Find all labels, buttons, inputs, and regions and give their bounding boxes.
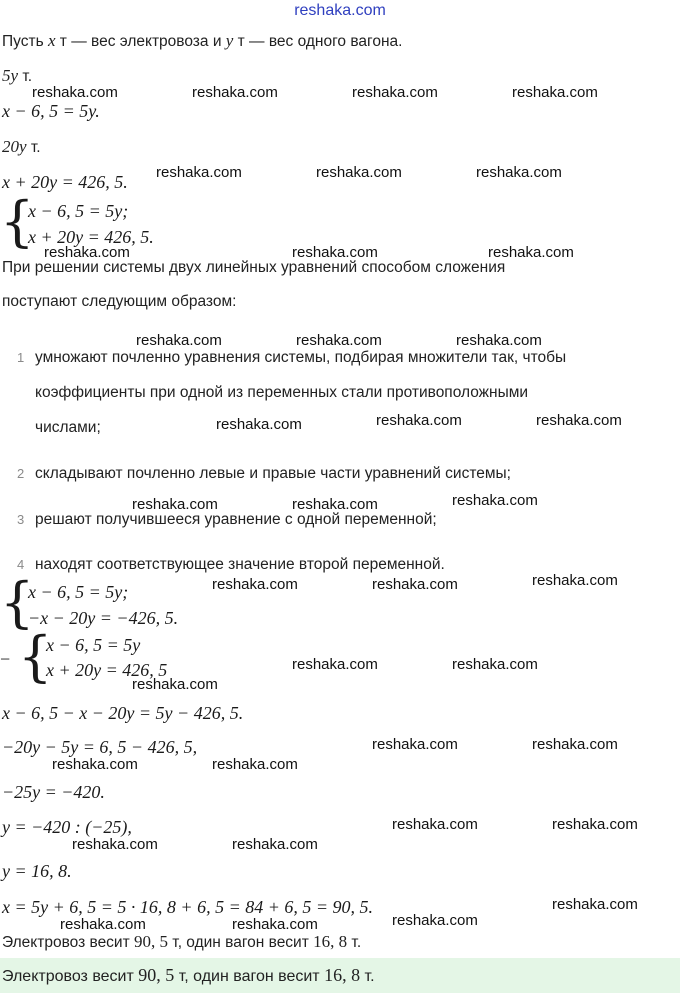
step-2-line-1: складывают почленно левые и правые части уравнений системы; [35,465,511,482]
system-brace-3: { [18,625,53,688]
equation-2: x + 20y = 426, 5. [2,172,128,192]
method-text-2: поступают следующим образом: [2,293,237,310]
equation-1: x − 6, 5 = 5y. [2,101,100,121]
watermark: reshaka.com [452,492,538,509]
answer-text: Электровоз весит 90, 5 т, один вагон весит 16, 8 т. [2,965,375,985]
intro-line: Пусть x т — вес электровоза и y т — вес одного вагона. [2,31,403,50]
watermark: reshaka.com [372,736,458,753]
watermark: reshaka.com [452,656,538,673]
calc-line-5: y = 16, 8. [2,861,72,881]
answer-box [0,958,680,993]
watermark: reshaka.com [136,332,222,349]
system-brace-1: { [0,190,35,253]
line-5y: 5y т. [2,66,33,85]
watermark: reshaka.com [192,84,278,101]
watermark: reshaka.com [292,244,378,261]
watermark: reshaka.com [292,656,378,673]
watermark: reshaka.com [372,576,458,593]
watermark: reshaka.com [232,916,318,933]
var-x: x [47,31,56,50]
watermark: reshaka.com [44,244,130,261]
system2-eq2: −x − 20y = −426, 5. [28,608,179,628]
watermark: reshaka.com [132,676,218,693]
watermark: reshaka.com [532,572,618,589]
watermark: reshaka.com [212,756,298,773]
system3-eq2: x + 20y = 426, 5 [46,660,168,680]
watermark: reshaka.com [316,164,402,181]
watermark: reshaka.com [216,416,302,433]
watermark: reshaka.com [532,736,618,753]
system1-eq2: x + 20y = 426, 5. [28,227,154,247]
system1-eq1: x − 6, 5 = 5y; [28,201,129,221]
system3-eq1: x − 6, 5 = 5y [46,635,141,655]
method-text-1: При решении системы двух линейных уравнений способом сложения [2,259,506,276]
step-number-3: 3 [17,512,25,527]
system-brace-2: { [0,571,35,634]
watermark: reshaka.com [392,912,478,929]
watermark: reshaka.com [156,164,242,181]
watermark: reshaka.com [60,916,146,933]
watermark: reshaka.com [296,332,382,349]
watermark: reshaka.com [456,332,542,349]
watermark: reshaka.com [476,164,562,181]
step-1-line-3: числами; [35,419,101,436]
system3-minus: − [0,649,11,669]
step-1-line-2: коэффициенты при одной из переменных стали противоположными [35,384,529,401]
watermark: reshaka.com [212,576,298,593]
watermark: reshaka.com [32,84,118,101]
watermark: reshaka.com [292,496,378,513]
watermark: reshaka.com [352,84,438,101]
watermark: reshaka.com [52,756,138,773]
watermark: reshaka.com [376,412,462,429]
watermark: reshaka.com [512,84,598,101]
conclusion-line: Электровоз весит 90, 5 т, один вагон весит 16, 8 т. [2,932,362,951]
watermark: reshaka.com [392,816,478,833]
step-1-line-1: умножают почленно уравнения системы, подбирая множители так, чтобы [35,349,567,366]
calc-line-1: x − 6, 5 − x − 20y = 5y − 426, 5. [2,703,244,723]
step-number-1: 1 [17,350,25,365]
watermark: reshaka.com [488,244,574,261]
watermark: reshaka.com [72,836,158,853]
watermark: reshaka.com [552,896,638,913]
calc-line-4: y = −420 : (−25), [2,817,132,837]
watermark: reshaka.com [232,836,318,853]
step-3-line-1: решают получившееся уравнение с одной переменной; [35,511,437,528]
calc-line-6: x = 5y + 6, 5 = 5 · 16, 8 + 6, 5 = 84 + 6, 5 = 90, 5. [2,897,374,917]
site-header[interactable]: reshaka.com [294,2,386,19]
step-number-4: 4 [17,557,25,572]
step-number-2: 2 [17,466,25,481]
calc-line-3: −25y = −420. [2,782,105,802]
watermark: reshaka.com [132,496,218,513]
watermark: reshaka.com [552,816,638,833]
calc-line-2: −20y − 5y = 6, 5 − 426, 5, [2,737,198,757]
watermark: reshaka.com [536,412,622,429]
system2-eq1: x − 6, 5 = 5y; [28,582,129,602]
var-y: y [225,31,234,50]
step-4-line-1: находят соответствующее значение второй переменной. [35,556,445,573]
line-20y: 20y т. [2,137,41,156]
